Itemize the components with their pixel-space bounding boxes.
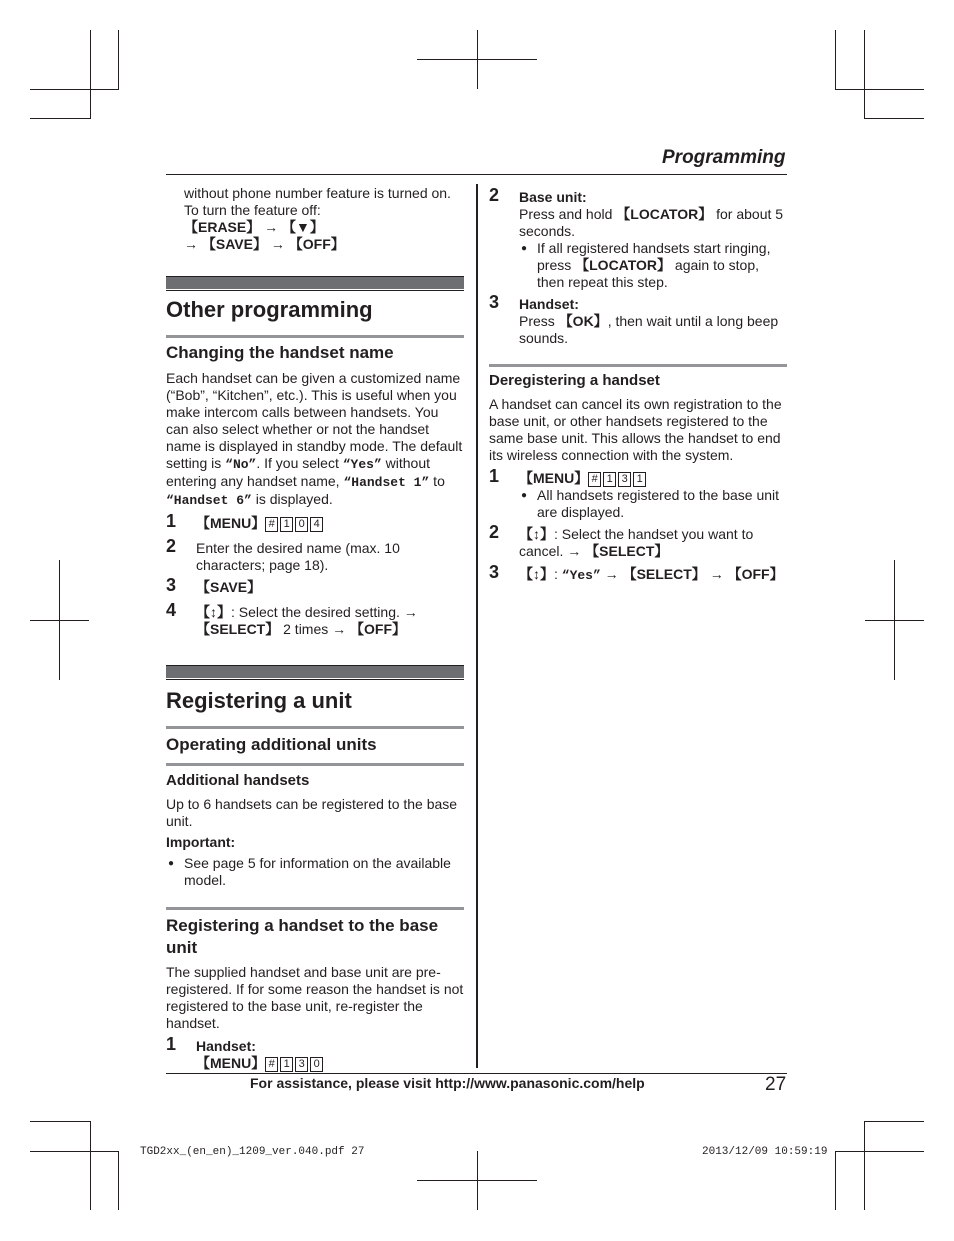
section-bar (166, 276, 464, 289)
footer-rule (166, 1073, 787, 1074)
left-column (166, 185, 464, 1072)
timestamp: 2013/12/09 10:59:19 (702, 1146, 828, 1158)
registering-handset-title: Registering a handset to the base unit (166, 916, 439, 957)
deregistering-body: A handset can cancel its own registration to the base unit, or other handsets registered to the same base unit. This allows the handset to end its wireless connection with the system. (489, 396, 782, 463)
step-2: 2 Enter the desired name (max. 10 characters; page 18). (166, 536, 400, 573)
intro-continuation: without phone number feature is turned on. To turn the feature off: 【ERASE】 → 【▼】 → 【SAVE】 → 【OFF】 (184, 185, 451, 252)
changing-name-body: Each handset can be given a customized name (“Bob”, “Kitchen”, etc.). This is useful when you make intercom calls between handsets. You can also select whether or not the handset name is displayed in standby mode. The default setting is “No”. If you select “Yes” without entering any handset name, “Handset 1” to “Handset 6” is displayed. (166, 370, 463, 508)
other-programming-title: Other programming (166, 297, 373, 322)
reg-step-3: 3 Handset: Press 【OK】, then wait until a long beep sounds. (489, 292, 779, 346)
operating-units-title: Operating additional units (166, 735, 377, 754)
column-divider (476, 184, 478, 1068)
running-header: Programming (662, 147, 786, 168)
registering-unit-title: Registering a unit (166, 688, 352, 713)
step-1: 1 【MENU】 # 1 0 4 (166, 515, 464, 532)
dereg-step-1-bullet: ● All handsets registered to the base unit are displayed. (519, 487, 787, 521)
step-4: 4 【↕】: Select the desired setting. → 【SELECT】 2 times → 【OFF】 (166, 600, 418, 637)
reg-step-2-bullet: ● If all registered handsets start ringing, press 【LOCATOR】 again to stop, then repeat this step. (519, 240, 787, 291)
file-info: TGD2xx_(en_en)_1209_ver.040.pdf 27 (140, 1146, 365, 1158)
important-label: Important: (166, 834, 236, 850)
step-3: 3 【SAVE】 (166, 575, 262, 595)
right-column (489, 185, 787, 584)
section-bar (166, 665, 464, 678)
additional-handsets-body: Up to 6 handsets can be registered to the base unit. (166, 796, 458, 829)
dereg-step-2: 2 【↕】: Select the handset you want to cancel. → 【SELECT】 (489, 522, 754, 559)
dereg-step-3: 3 【↕】: “Yes” → 【SELECT】 → 【OFF】 (489, 562, 784, 583)
changing-name-title: Changing the handset name (166, 343, 394, 362)
additional-handsets-title: Additional handsets (166, 772, 310, 789)
page-number: 27 (765, 1074, 787, 1095)
dereg-step-1: 1 【MENU】 # 1 3 1 ● All handsets registered to the base unit are displayed. (489, 470, 787, 521)
deregistering-title: Deregistering a handset (489, 372, 660, 389)
reg-step-1: 1 Handset: 【MENU】 # 1 3 0 (166, 1038, 464, 1072)
footer-help: For assistance, please visit http://www.panasonic.com/help (250, 1075, 645, 1091)
registering-handset-body: The supplied handset and base unit are pre-registered. If for some reason the handset is not registered to the base unit, re-register the handset. (166, 964, 464, 1031)
reg-step-2: 2 Base unit: Press and hold 【LOCATOR】 for about 5 seconds. ● If all registered handsets start ringing, press 【LOCATOR】 again to stop, then repeat this step. (489, 189, 787, 291)
header-rule (166, 174, 787, 175)
important-bullet: ● See page 5 for information on the available model. (166, 855, 464, 889)
